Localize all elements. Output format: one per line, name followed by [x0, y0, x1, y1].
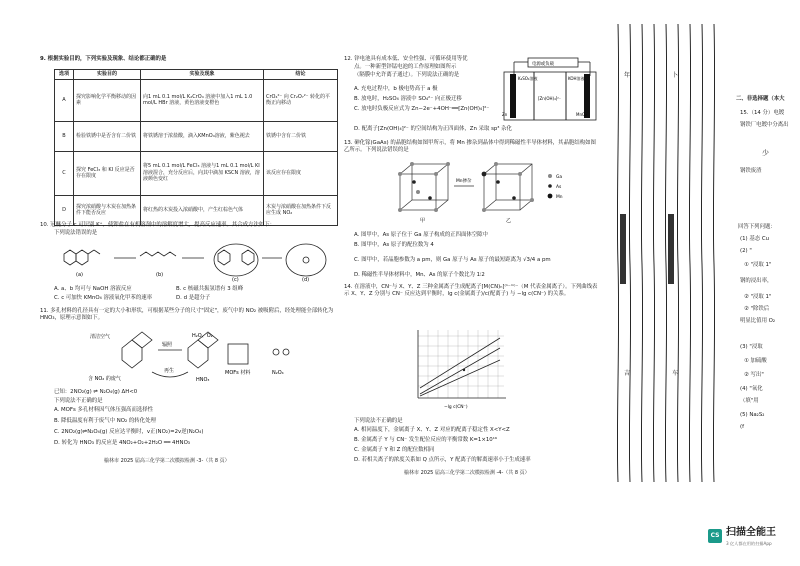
table-row: [55, 195, 338, 225]
camscanner-subtitle: 3 亿人都在用的扫描App: [726, 541, 772, 546]
q9-row-exp: 将铁锈溶于浓盐酸，滴入KMnO₄溶液，紫色褪去: [141, 121, 264, 151]
q11-label-n2o4: N₂O₄: [272, 370, 284, 376]
q9-row-purpose: 检验铁锈中是否含有二价铁: [74, 121, 141, 151]
q15-item-12: （填"用: [740, 398, 759, 404]
margin-mark-3: 吉: [624, 370, 631, 377]
q11-option-a: A. MOFs 多孔材料因气体压强高而选择性: [54, 407, 154, 413]
flow-phrase-1: 少: [762, 149, 769, 157]
q13-label-jia: 甲: [420, 218, 426, 224]
q11-known: 已知：2NO₂(g) ⇌ N₂O₄(g) ΔH<0: [54, 389, 138, 395]
q9-row-concl: CrO₄²⁻ 向 Cr₂O₇²⁻ 转化的平衡正向移动: [264, 79, 338, 121]
q11-label-h2o-o2: H₂O、O₂: [192, 333, 213, 339]
q9-header-concl: 结论: [264, 70, 338, 80]
q15-title: 15.（14 分）电镀: [740, 110, 785, 116]
q13-legend-mn: Mn: [556, 195, 563, 200]
q12-option-c: C. 放电时负极反应式为 Zn−2e⁻+4OH⁻══[Zn(OH)₄]²⁻: [354, 106, 490, 112]
q13-option-d: D. 稀磁性半导体材料中，Mn、As 的原子个数比为 1∶2: [354, 272, 485, 278]
q13-option-c: C. 图甲中，若晶胞参数为 a pm，则 Ga 原子与 As 原子的最短距离为 √3/4 a pm: [354, 257, 551, 263]
q10-prompt-line: 下列说法错误的是: [54, 230, 98, 236]
q15-item-14: (f: [740, 424, 745, 430]
q10-option-a: A. a、b 均可与 NaOH 溶液反应: [54, 286, 132, 292]
q10-stem: 10. 冠醚分子 c 可识别 K⁺，使钾盐在有机溶剂中的溶解度增大，提高反应速率。其合成方法如下：: [40, 222, 276, 228]
q11-option-c: C. 2NO₂(g)⇌N₂O₄(g) 反应达平衡时，v正(NO₂)=2v逆(N₂O₄): [54, 429, 204, 435]
q11-label-mof: MOFs 材料: [225, 370, 251, 376]
q15-item-4: 钢的浸出率，: [740, 278, 773, 284]
q14-graph: [404, 326, 510, 412]
q9-row-concl: 该反应存在限度: [264, 151, 338, 195]
q11-option-d: D. 转化为 HNO₃ 的反应是 4NO₂+O₂+2H₂O ══ 4HNO₃: [54, 440, 190, 446]
q14-stem: 14. 在溶液中，CN⁻与 X、Y、Z 三种金属离子生成配离子[M(CN)ₙ]⁽ⁿ⁻ᵐ⁾⁻（M 代表金属离子）。下列曲线表示 X、Y、Z 分别与 CN⁻ 反应达到平衡时，lg c(金属离子)/c(配离子) 与 −lg c(CN⁻) 的关系。: [344, 284, 598, 298]
q15-item-1: (1) 基态 Cu: [740, 236, 770, 242]
camscanner-logo-icon: CS: [708, 529, 722, 543]
q9-row-concl: 铁锈中含有二价铁: [264, 121, 338, 151]
q12-option-a: A. 充电过程中，b 极电势高于 a 极: [354, 86, 438, 92]
q12-electrode-mno2: MnO₂: [576, 112, 587, 117]
q15-item-10: ② 写出": [744, 372, 764, 378]
left-footer: 榆林市 2025 届高三化学第二次模拟检测 -3-（共 8 页）: [104, 458, 230, 464]
q15-subtitle: 钢铁厂电镀中分离出: [740, 122, 789, 128]
q13-option-a: A. 图甲中，As 原子位于 Ga 原子构成的正四面体空隙中: [354, 232, 488, 238]
q9-row-exp: 将5 mL 0.1 mol/L FeCl₃ 溶液与1 mL 0.1 mol/L KI 溶液混合，充分反应后，向其中滴加 KSCN 溶液，溶液颜色变红: [141, 151, 264, 195]
q12-power-label: 电源或负载: [532, 62, 554, 67]
q10-label-c: (c): [232, 277, 239, 283]
margin-mark-4: 车: [672, 370, 679, 377]
q9-row-opt: A: [55, 79, 74, 121]
table-row: [55, 151, 338, 195]
q9-row-purpose: 探究浓硝酸与木炭在加热条件下能否反应: [74, 195, 141, 225]
q12-line-3: （隔膜中允许离子通过）。下列说法正确的是: [354, 72, 460, 78]
q10-label-d: (d): [302, 277, 310, 283]
q15-item-11: (4) "氧化: [740, 386, 763, 392]
q9-row-opt: D: [55, 195, 74, 225]
q15-item-9: ① 加硫酸: [744, 358, 767, 364]
q10-synthesis-diagram: [54, 240, 334, 284]
q12-right-solution: KOH溶液: [568, 76, 585, 81]
q10-option-d: D. d 是超分子: [176, 295, 211, 301]
q9-row-concl: 木炭与浓硝酸在加热条件下反应生成 NO₂: [264, 195, 338, 225]
q9-header-opt: 选项: [55, 70, 74, 80]
q11-prompt: 下列说法不正确的是: [54, 398, 103, 404]
q12-mid-ion: [Zn(OH)₄]²⁻: [538, 96, 561, 101]
q12-line-2: 点。一种新型锌锰电池的工作原理如图所示: [354, 64, 457, 70]
q13-crystal-diagram: [390, 160, 590, 224]
q12-electrode-zn: Zn: [502, 112, 508, 117]
camscanner-title: 扫描全能王: [726, 527, 776, 538]
q9-row-opt: B: [55, 121, 74, 151]
q15-prompt: 回答下列问题：: [738, 224, 776, 230]
q11-label-clean-air: 清洁空气: [90, 334, 111, 340]
q13-stem: 13. 砷化镓(GaAs) 的晶胞结构如图甲所示，将 Mn 掺杂到晶体中得到稀磁性半导体材料，其晶胞结构如图乙所示。下列说法错误的是: [344, 140, 596, 154]
section-title: 二、非选择题（本大: [736, 96, 785, 102]
q14-option-a: A. 相同温度下，金属离子 X、Y、Z 对应的配离子稳定性 X<Y<Z: [354, 427, 510, 433]
q12-battery-diagram: [500, 56, 600, 122]
q11-mof-diagram: [70, 328, 330, 386]
q11-label-regen: 再生: [164, 368, 175, 374]
q13-label-yi: 乙: [506, 218, 512, 224]
q11-label-irradiation: 辐照: [162, 342, 173, 348]
margin-mark-1: 年: [624, 72, 631, 79]
q10-label-b: (b): [156, 272, 164, 278]
flow-phrase-2: 钢铁废渣: [740, 168, 762, 174]
q9-header-exp: 实验及现象: [141, 70, 264, 80]
q10-option-c: C. c 可加快 KMnO₄ 溶液氧化甲苯的速率: [54, 295, 152, 301]
q11-label-hno3: HNO₃: [196, 377, 210, 383]
q15-item-8: (3) "浸取: [740, 344, 763, 350]
table-row: [55, 79, 338, 121]
margin-mark-2: 卜: [672, 72, 679, 79]
q9-row-exp: 将红热的木炭投入浓硝酸中，产生红棕色气体: [141, 195, 264, 225]
q11-label-waste-gas: 含 NO₂ 的废气: [88, 376, 121, 382]
table-row: [55, 121, 338, 151]
q13-legend-as: As: [556, 185, 562, 190]
q12-line-1: 12. 锌电池具有成本低、安全性强、可循环使用等优: [344, 56, 468, 62]
q11-stem: 11. 多孔材料的孔径具有一定的大小和形状，可根据某些分子的尺寸"固定"，废气中的 NO₂ 被吸附后，经处理能全部转化为 HNO₃，原理示意图如下。: [40, 308, 334, 322]
q12-option-d: D. 配离子[Zn(OH)₄]²⁻ 的空间结构为正四面体，Zn 采取 sp³ 杂化: [354, 126, 512, 132]
q9-title: 9. 根据实验目的，下列实验及现象、结论都正确的是: [40, 56, 167, 62]
q9-row-opt: C: [55, 151, 74, 195]
q15-item-3: ① "浸取 1": [744, 262, 772, 268]
q15-item-13: (5) Na₂S₂: [740, 412, 765, 418]
q13-mn-doping: Mn掺杂: [456, 179, 472, 184]
middle-footer: 榆林市 2025 届高三化学第二次模拟检测 -4-（共 8 页）: [404, 470, 530, 476]
q9-row-purpose: 探究影响化学平衡移动的因素: [74, 79, 141, 121]
q15-item-2: (2) ": [740, 248, 752, 254]
q13-legend-ga: Ga: [556, 175, 563, 180]
q14-option-b: B. 金属离子 Y 与 CN⁻ 发生配位反应的平衡常数 K=1×10¹⁶: [354, 437, 498, 443]
q9-row-purpose: 探究 FeCl₃ 和 KI 反应是否存在限度: [74, 151, 141, 195]
q14-axis-x-label: −lg c(CN⁻): [444, 405, 468, 410]
q11-option-b: B. 降低温度有利于废气中 NO₂ 的转化处理: [54, 418, 156, 424]
binding-margin-lines: [608, 24, 728, 484]
q10-label-a: (a): [76, 272, 83, 278]
q14-prompt: 下列说法不正确的是: [354, 418, 403, 424]
q14-option-c: C. 金属离子 Y 和 Z 的配位数相同: [354, 447, 435, 453]
q10-option-b: B. c 核磁共振氢谱有 3 组峰: [176, 286, 244, 292]
q15-item-6: ② "除铁后: [744, 306, 770, 312]
q15-item-5: ② "浸取 1": [744, 294, 772, 300]
q9-table: [54, 69, 338, 226]
q12-left-solution: K₂SO₄溶液: [518, 76, 538, 81]
q13-option-b: B. 图甲中，As 原子的配位数为 4: [354, 242, 434, 248]
q9-row-exp: 向1 mL 0.1 mol/L K₂CrO₄ 溶液中加入1 mL 1.0 mol/L HBr 溶液，黄色溶液变橙色: [141, 79, 264, 121]
q14-option-d: D. 若相关离子的浓度关系如 Q 点所示，Y 配离子的解离速率小于生成速率: [354, 457, 531, 463]
q12-option-b: B. 放电时，H₂SO₄ 溶液中 SO₄²⁻ 向正极迁移: [354, 96, 462, 102]
q15-item-7: 明显比值用 O₂: [740, 318, 776, 324]
q9-header-purpose: 实验目的: [74, 70, 141, 80]
